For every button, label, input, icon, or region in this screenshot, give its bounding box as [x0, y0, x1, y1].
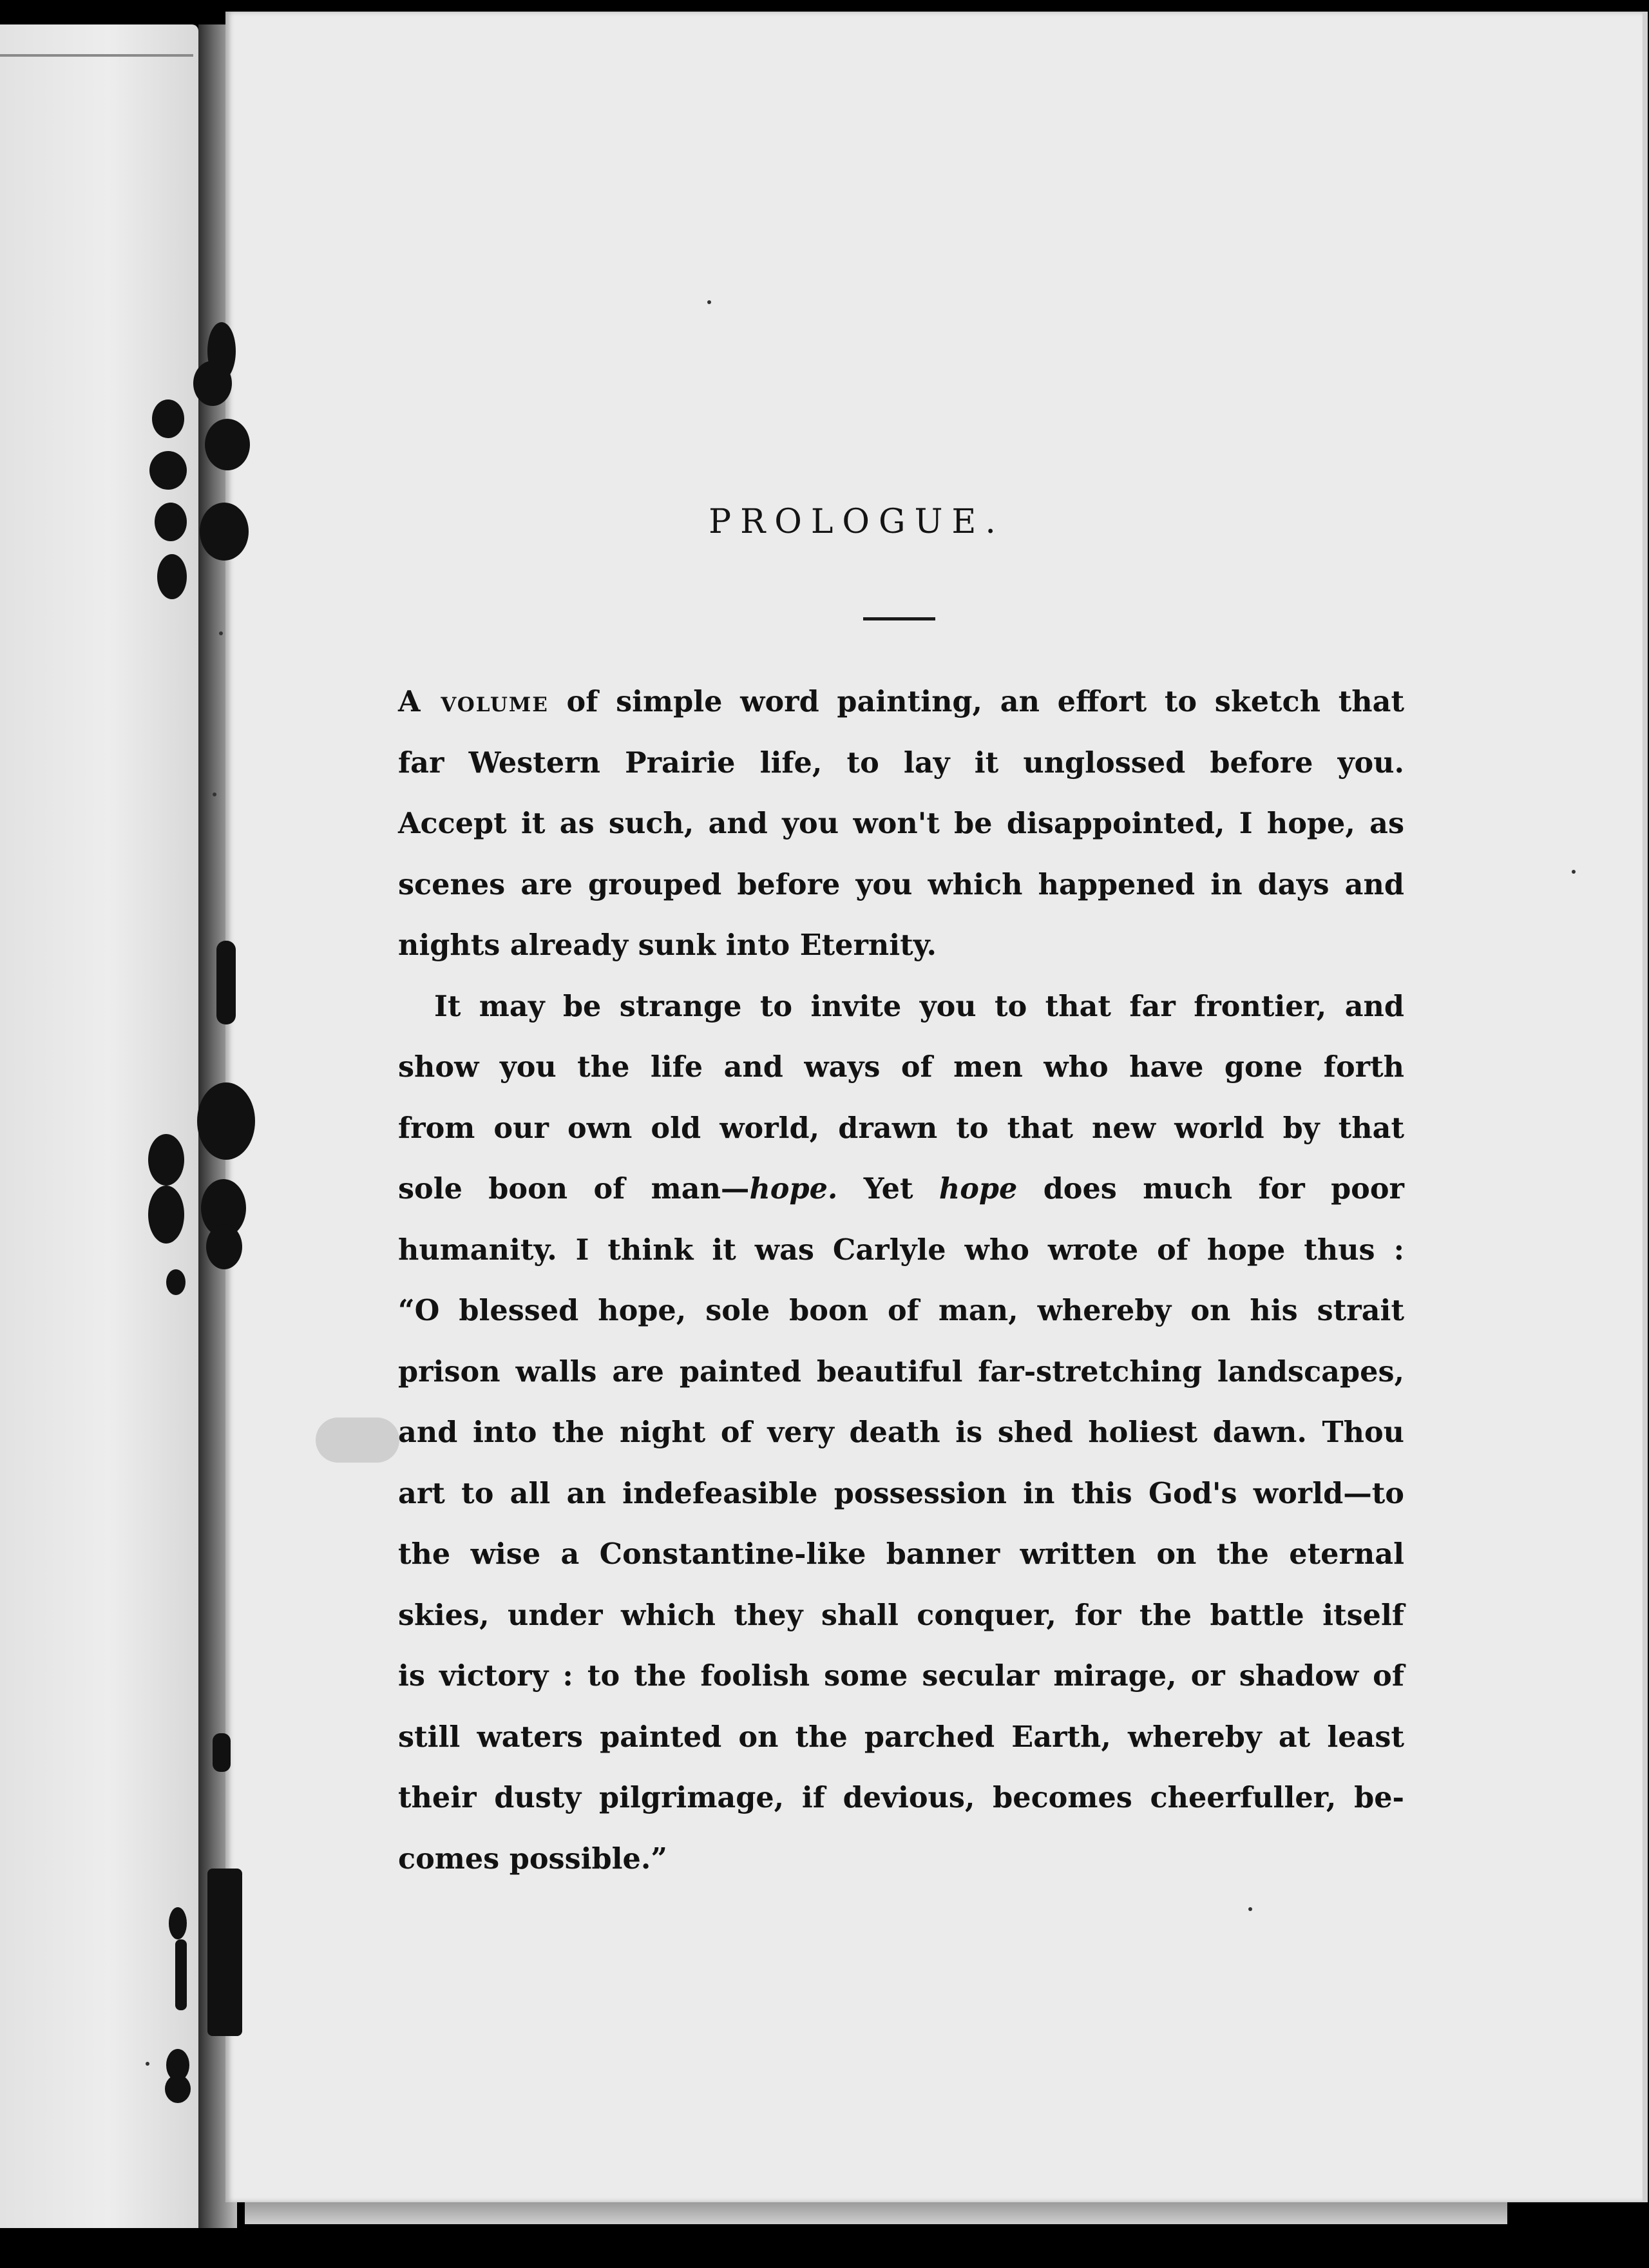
- text-line: far Western Prairie life, to lay it unglossed before you.: [398, 745, 1404, 780]
- paragraph-2: [398, 976, 1404, 1890]
- paper-smudge: [316, 1418, 399, 1463]
- binding-blot: [148, 1134, 184, 1186]
- text-line: the wise a Constantine-like banner written on the eternal: [398, 1537, 1404, 1571]
- paper-speck: [146, 2062, 149, 2066]
- paragraph-1: [398, 671, 1404, 976]
- text-line: skies, under which they shall conquer, for the battle itself: [398, 1598, 1404, 1632]
- text-fragment: sole boon of man—: [398, 1172, 750, 1206]
- text-line-rest: of simple word painting, an effort to sketch that: [566, 685, 1405, 718]
- previous-page-edge: [0, 24, 198, 2228]
- page-title: PROLOGUE.: [709, 503, 1005, 541]
- binding-blot: [206, 1224, 242, 1269]
- opening-words: A volume: [398, 685, 549, 718]
- binding-blot: [165, 2075, 191, 2103]
- text-line: [398, 1158, 1404, 1220]
- binding-blot: [155, 503, 187, 541]
- text-line: humanity. I think it was Carlyle who wrote of hope thus :: [398, 1233, 1404, 1267]
- binding-blot: [149, 451, 187, 490]
- page-bottom-edge: [245, 2202, 1507, 2224]
- binding-blot: [213, 1733, 231, 1772]
- binding-blot: [216, 941, 236, 1024]
- paper-speck: [707, 300, 711, 304]
- text-line: comes possible.”: [398, 1841, 667, 1876]
- binding-blot: [200, 503, 249, 561]
- text-line: still waters painted on the parched Earth, whereby at least: [398, 1720, 1404, 1754]
- text-line: scenes are grouped before you which happened in days and: [398, 867, 1404, 901]
- binding-blot: [166, 1269, 186, 1295]
- text-line: show you the life and ways of men who have gone forth: [398, 1050, 1404, 1084]
- paper-speck: [1572, 870, 1576, 874]
- text-line: from our own old world, drawn to that new world by that: [398, 1111, 1404, 1145]
- binding-blot: [193, 361, 232, 406]
- text-fragment: Yet: [837, 1172, 939, 1206]
- binding-blot: [175, 1939, 187, 2010]
- italic-word: hope.: [749, 1172, 838, 1206]
- text-line: their dusty pilgrimage, if devious, becomes cheerfuller, be-: [398, 1781, 1404, 1814]
- binding-blot: [207, 1869, 242, 2036]
- binding-blot: [197, 1082, 255, 1160]
- text-line: Accept it as such, and you won't be disappointed, I hope, as: [398, 807, 1404, 840]
- paper-speck: [213, 793, 216, 796]
- text-line: art to all an indefeasible possession in this God's world—to: [398, 1476, 1404, 1510]
- italic-word: hope: [939, 1172, 1018, 1206]
- text-line: and into the night of very death is shed holiest dawn. Thou: [398, 1416, 1404, 1449]
- previous-page-rule: [0, 54, 193, 57]
- binding-blot: [205, 419, 250, 470]
- text-line: “O blessed hope, sole boon of man, whereby on his strait: [398, 1294, 1404, 1327]
- binding-blot: [148, 1186, 184, 1244]
- binding-blot: [157, 554, 187, 599]
- text-line: [398, 671, 1404, 733]
- title-rule: [863, 617, 935, 620]
- text-line: nights already sunk into Eternity.: [398, 928, 937, 962]
- paper-speck: [219, 631, 223, 635]
- text-fragment: does much for poor: [1017, 1172, 1404, 1206]
- text-line: is victory : to the foolish some secular mirage, or shadow of: [398, 1659, 1404, 1693]
- text-line: prison walls are painted beautiful far-stretching landscapes,: [398, 1354, 1404, 1389]
- binding-blot: [152, 399, 184, 438]
- paper-speck: [1248, 1907, 1252, 1911]
- prologue-text: [398, 671, 1404, 1889]
- text-line: It may be strange to invite you to that far frontier, and: [434, 989, 1404, 1023]
- binding-blot: [169, 1907, 187, 1939]
